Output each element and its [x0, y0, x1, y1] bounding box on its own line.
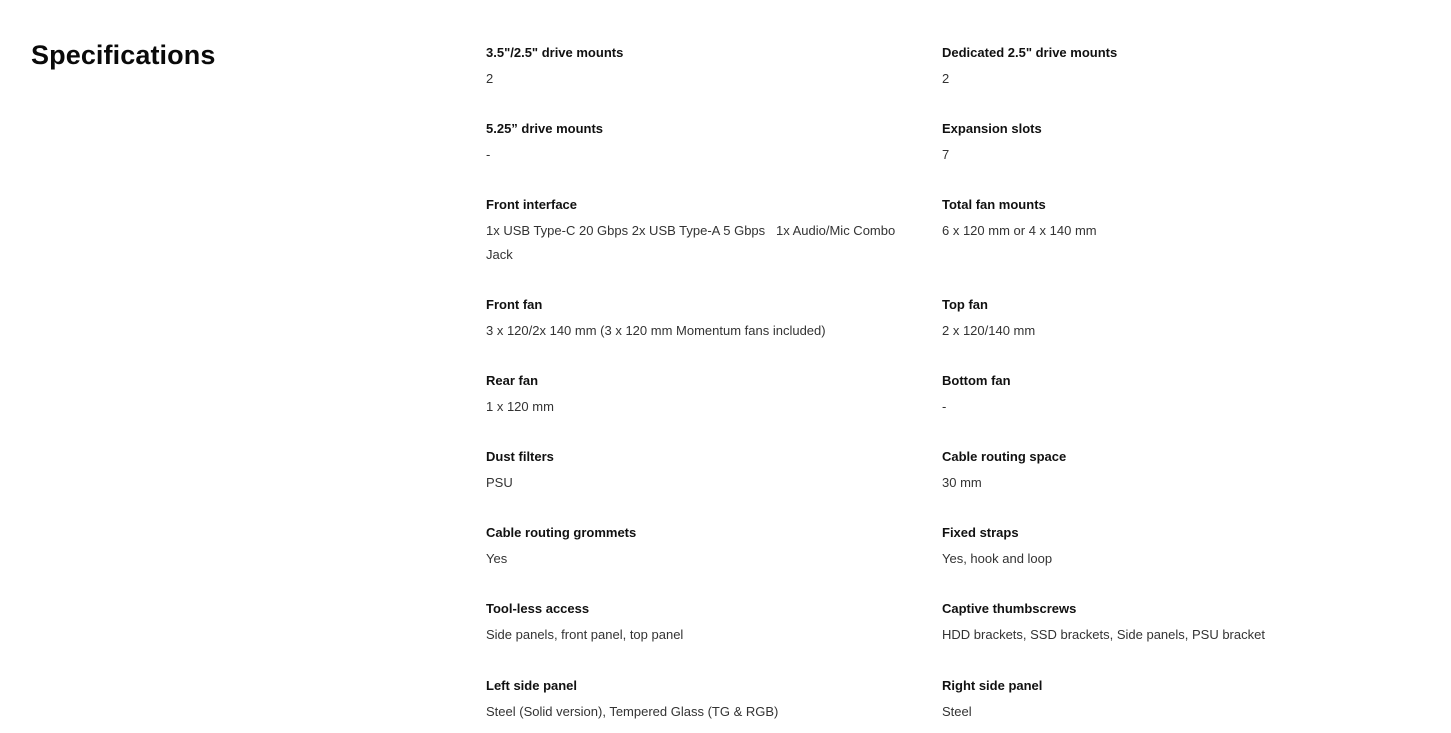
spec-value: 6 x 120 mm or 4 x 140 mm: [942, 223, 1097, 238]
spec-value: 7: [942, 147, 950, 162]
spec-label: Dust filters: [486, 449, 554, 464]
spec-top-fan: [942, 296, 1386, 372]
spec-value: 3 x 120/2x 140 mm (3 x 120 mm Momentum fans included): [486, 323, 826, 338]
spec-label: Cable routing grommets: [486, 525, 637, 540]
spec-label: Rear fan: [486, 373, 539, 388]
spec-fixed-straps: [942, 524, 1386, 600]
spec-bottom-fan: [942, 372, 1386, 448]
spec-525-drive-mounts: [486, 120, 942, 196]
spec-label: Front interface: [486, 197, 578, 212]
spec-label: Bottom fan: [942, 373, 1011, 388]
spec-value: Yes, hook and loop: [942, 551, 1053, 566]
spec-front-interface: [486, 196, 942, 296]
spec-label: Right side panel: [942, 678, 1043, 693]
spec-dedicated-drive-mounts: [942, 44, 1386, 120]
spec-label: Captive thumbscrews: [942, 601, 1077, 616]
spec-label: 5.25” drive mounts: [486, 121, 604, 136]
spec-value: 2 x 120/140 mm: [942, 323, 1036, 338]
spec-label: Cable routing space: [942, 449, 1067, 464]
spec-value: 2: [942, 71, 950, 86]
spec-total-fan-mounts: [942, 196, 1386, 296]
spec-value: Steel (Solid version), Tempered Glass (TG & RGB): [486, 704, 779, 719]
spec-cable-routing-space: [942, 448, 1386, 524]
spec-dust-filters: [486, 448, 942, 524]
spec-value: HDD brackets, SSD brackets, Side panels, PSU bracket: [942, 627, 1265, 642]
specifications-grid: [486, 44, 1386, 727]
spec-cable-routing-grommets: [486, 524, 942, 600]
spec-value: 2: [486, 71, 494, 86]
spec-label: Dedicated 2.5" drive mounts: [942, 45, 1118, 60]
spec-value: Side panels, front panel, top panel: [486, 627, 684, 642]
spec-rear-fan: [486, 372, 942, 448]
spec-label: Total fan mounts: [942, 197, 1046, 212]
spec-value: 1 x 120 mm: [486, 399, 554, 414]
spec-right-side-panel: [942, 677, 1386, 727]
spec-label: Tool-less access: [486, 601, 590, 616]
spec-label: 3.5"/2.5" drive mounts: [486, 45, 624, 60]
spec-label: Expansion slots: [942, 121, 1042, 136]
spec-label: Top fan: [942, 297, 988, 312]
spec-value: -: [486, 147, 491, 162]
spec-label: Front fan: [486, 297, 543, 312]
spec-drive-mounts: [486, 44, 942, 120]
spec-left-side-panel: [486, 677, 942, 727]
spec-label: Fixed straps: [942, 525, 1019, 540]
page-title: Specifications: [31, 40, 216, 70]
spec-value: 1x USB Type-C 20 Gbps 2x USB Type-A 5 Gbps 1x Audio/Mic Combo Jack: [486, 223, 899, 262]
spec-value: Steel: [942, 704, 972, 719]
spec-tool-less-access: [486, 600, 942, 677]
spec-expansion-slots: [942, 120, 1386, 196]
spec-front-fan: [486, 296, 942, 372]
spec-value: 30 mm: [942, 475, 982, 490]
spec-value: PSU: [486, 475, 513, 490]
spec-value: Yes: [486, 551, 508, 566]
spec-label: Left side panel: [486, 678, 578, 693]
spec-value: -: [942, 399, 947, 414]
spec-captive-thumbscrews: [942, 600, 1386, 677]
